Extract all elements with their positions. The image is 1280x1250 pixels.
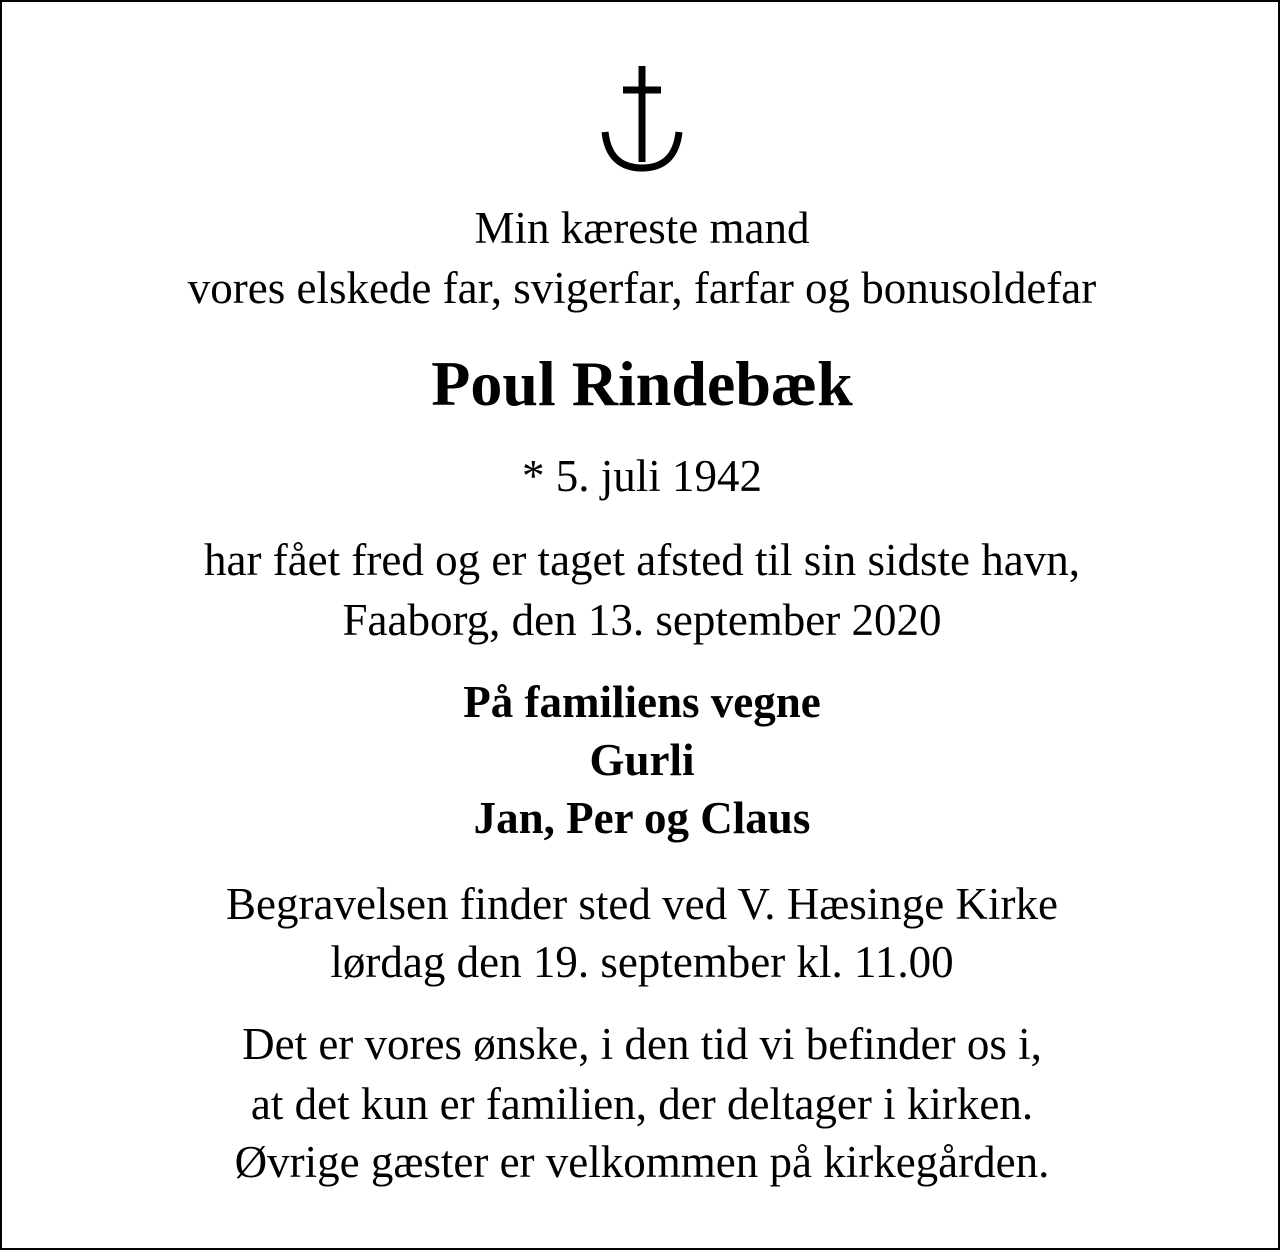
wish-line-3: Øvrige gæster er velkommen på kirkegården. [234, 1137, 1050, 1187]
funeral-line-2: lørdag den 19. september kl. 11.00 [330, 937, 954, 987]
funeral-line-1: Begravelsen finder sted ved V. Hæsinge Kirke [226, 879, 1058, 929]
wish-line-2: at det kun er familien, der deltager i kirken. [250, 1079, 1034, 1129]
wish-line-1: Det er vores ønske, i den tid vi befinder os i, [242, 1019, 1042, 1069]
family-line-3: Jan, Per og Claus [473, 793, 811, 843]
birth-date: * 5. juli 1942 [521, 451, 762, 501]
intro-line-1: Min kæreste mand [474, 203, 810, 253]
passing-line-2: Faaborg, den 13. september 2020 [342, 595, 942, 645]
deceased-name: Poul Rindebæk [431, 348, 853, 419]
family-line-1: På familiens vegne [463, 677, 821, 727]
anchor-icon [2, 64, 1280, 174]
intro-line-2: vores elskede far, svigerfar, farfar og bonusoldefar [187, 263, 1097, 313]
passing-line-1: har fået fred og er taget afsted til sin sidste havn, [204, 535, 1080, 585]
family-line-2: Gurli [589, 735, 695, 785]
